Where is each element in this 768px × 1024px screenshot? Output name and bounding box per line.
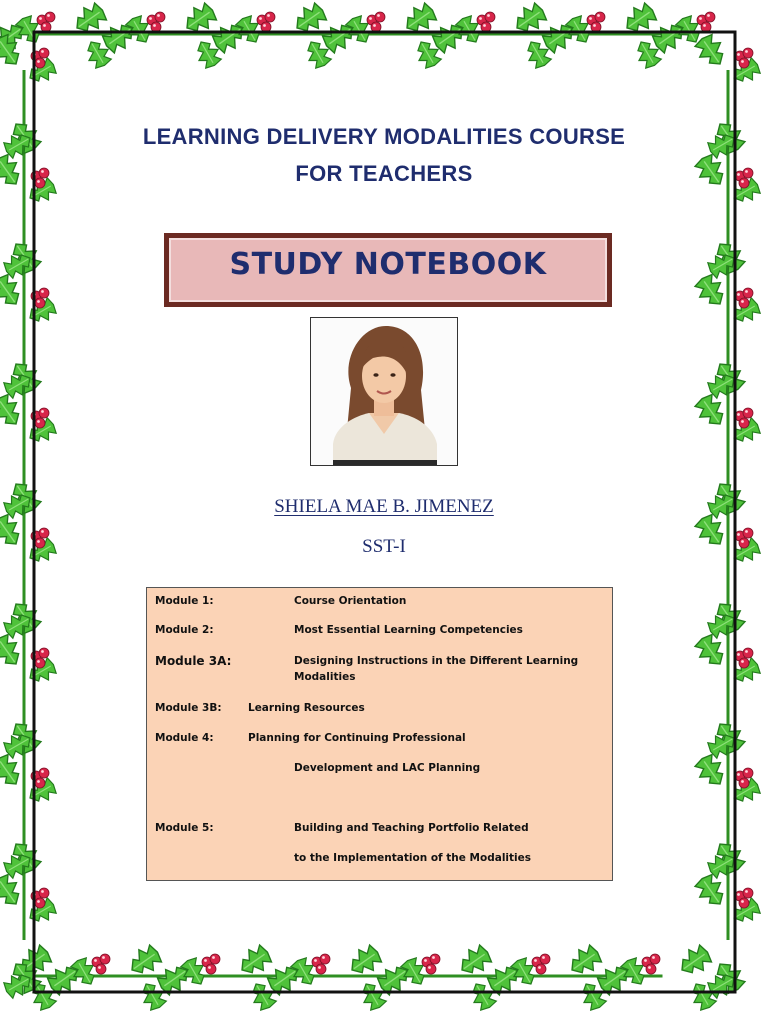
module-code: Module 2: — [155, 624, 214, 636]
module-code: Module 1: — [155, 595, 214, 607]
module-title: Course Orientation — [294, 595, 407, 607]
teacher-position: SST-I — [362, 536, 406, 557]
banner-title: STUDY NOTEBOOK — [229, 247, 547, 282]
module-title-continued: Development and LAC Planning — [294, 762, 481, 774]
module-title: Building and Teaching Portfolio Related — [294, 822, 529, 834]
course-title-line-1: LEARNING DELIVERY MODALITIES COURSE — [142, 124, 626, 149]
module-code: Module 5: — [155, 822, 214, 834]
module-title: Most Essential Learning Competencies — [294, 624, 523, 636]
study-notebook-banner — [164, 233, 612, 307]
module-title-continued: to the Implementation of the Modalities — [294, 852, 532, 864]
course-title-line-2: FOR TEACHERS — [295, 161, 473, 186]
modules-table — [146, 587, 613, 881]
module-title: Designing Instructions in the Different Learning Modalities — [294, 655, 579, 683]
teacher-name: SHIELA MAE B. JIMENEZ — [274, 496, 494, 517]
module-title: Planning for Continuing Professional — [248, 732, 466, 744]
module-title: Learning Resources — [248, 702, 365, 714]
teacher-portrait-photo — [310, 317, 458, 466]
module-code: Module 4: — [155, 732, 214, 744]
module-code: Module 3B: — [155, 702, 222, 714]
module-code: Module 3A: — [155, 654, 232, 668]
